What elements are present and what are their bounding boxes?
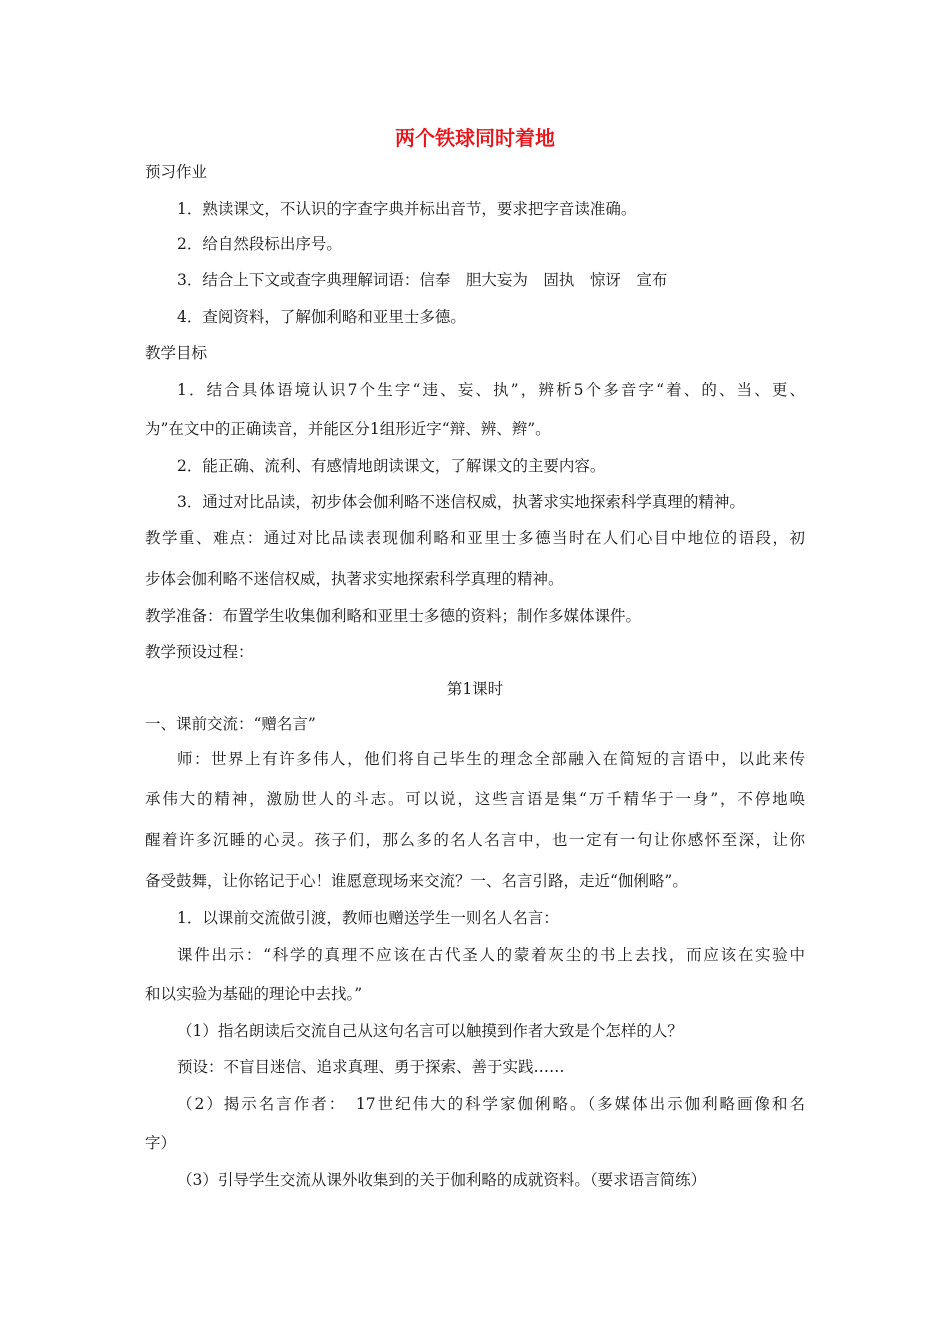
paragraph: （1）指名朗读后交流自己从这句名言可以触摸到作者大致是个怎样的人？ xyxy=(177,1022,683,1040)
heading-preview-homework: 预习作业 xyxy=(145,163,208,181)
heading-teaching-goals: 教学目标 xyxy=(145,344,208,362)
paragraph: 3．结合上下文或查字典理解词语：信奉 胆大妄为 固执 惊讶 宣布 xyxy=(177,271,668,289)
paragraph: 师：世界上有许多伟人，他们将自己毕生的理念全部融入在简短的言语中，以此来传 xyxy=(177,750,805,768)
paragraph: 承伟大的精神，激励世人的斗志。可以说，这些言语是集“万千精华于一身”，不停地唤 xyxy=(145,790,805,808)
paragraph: 字） xyxy=(145,1134,177,1152)
paragraph: （2）揭示名言作者： 17世纪伟大的科学家伽俐略。（多媒体出示伽利略画像和名 xyxy=(177,1095,805,1113)
document-title: 两个铁球同时着地 xyxy=(395,126,555,150)
paragraph: 1．熟读课文，不认识的字查字典并标出音节，要求把字音读准确。 xyxy=(177,200,637,218)
section-title-lesson-1: 第1课时 xyxy=(446,680,504,698)
paragraph-preparation: 教学准备：布置学生收集伽利略和亚里士多德的资料；制作多媒体课件。 xyxy=(145,607,642,625)
heading-pre-class: 一、课前交流：“赠名言” xyxy=(145,715,316,733)
paragraph: 2．给自然段标出序号。 xyxy=(177,235,342,253)
paragraph: 4．查阅资料，了解伽利略和亚里士多德。 xyxy=(177,308,466,326)
paragraph: 和以实验为基础的理论中去找。” xyxy=(145,985,363,1003)
heading-process: 教学预设过程： xyxy=(145,643,254,661)
paragraph: 2．能正确、流利、有感情地朗读课文，了解课文的主要内容。 xyxy=(177,457,606,475)
paragraph: 预设：不盲目迷信、追求真理、勇于探索、善于实践…… xyxy=(177,1058,565,1076)
paragraph: 醒着许多沉睡的心灵。孩子们，那么多的名人名言中，也一定有一句让你感怀至深，让你 xyxy=(145,831,805,849)
paragraph: 为”在文中的正确读音，并能区分1组形近字“辩、辨、辫”。 xyxy=(145,420,551,438)
paragraph: 课件出示：“科学的真理不应该在古代圣人的蒙着灰尘的书上去找，而应该在实验中 xyxy=(177,946,805,964)
paragraph: 1．以课前交流做引渡，教师也赠送学生一则名人名言： xyxy=(177,909,559,927)
paragraph: 步体会伽利略不迷信权威，执著求实地探索科学真理的精神。 xyxy=(145,570,564,588)
paragraph: 备受鼓舞，让你铭记于心！谁愿意现场来交流？一、名言引路，走近“伽俐略”。 xyxy=(145,872,688,890)
paragraph: 1．结合具体语境认识7个生字“违、妄、执”，辨析5个多音字“着、的、当、更、 xyxy=(177,381,805,399)
paragraph: （3）引导学生交流从课外收集到的关于伽利略的成就资料。（要求语言简练） xyxy=(177,1171,707,1189)
paragraph: 3．通过对比品读，初步体会伽利略不迷信权威，执著求实地探索科学真理的精神。 xyxy=(177,493,745,511)
paragraph-key-points: 教学重、难点：通过对比品读表现伽利略和亚里士多德当时在人们心目中地位的语段，初 xyxy=(145,529,805,547)
